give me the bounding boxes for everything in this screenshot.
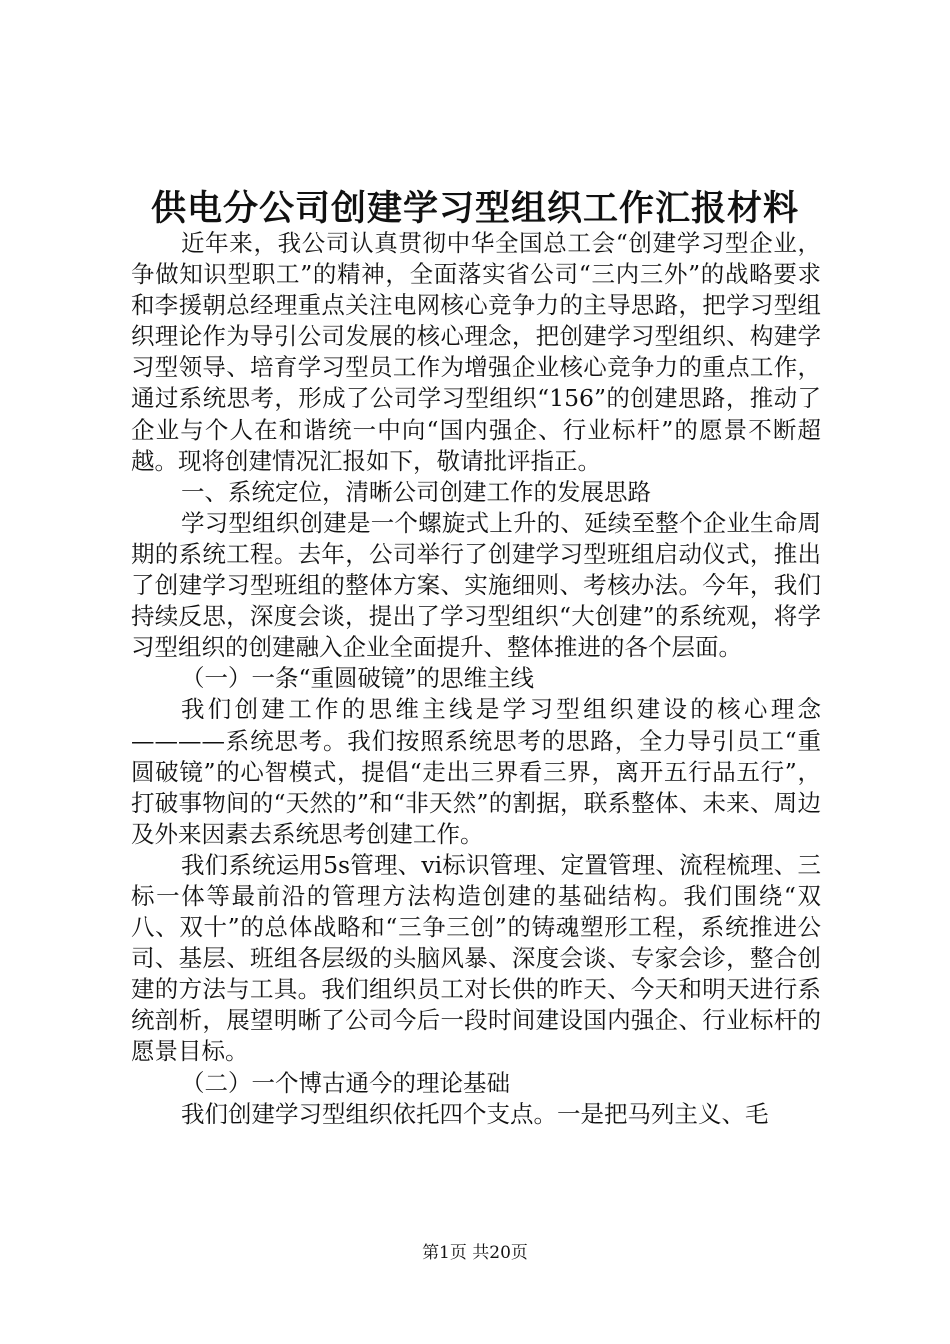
paragraph-subsection-1a: 我们创建工作的思维主线是学习型组织建设的核心理念————系统思考。我们按照系统思考的思路，全力导引员工“重圆破镜”的心智模式，提倡“走出三界看三界，离开五行品五行”，打破事物间的“天然的”和“非天然”的割据，联系整体、未来、周边及外来因素去系统思考创建工作。: [131, 695, 821, 848]
paragraph-subsection-1b: 我们系统运用5s管理、vi标识管理、定置管理、流程梳理、三标一体等最前沿的管理方法构造创建的基础结构。我们围绕“双八、双十”的总体战略和“三争三创”的铸魂塑形工程，系统推进公司、基层、班组各层级的头脑风暴、深度会谈、专家会诊，整合创建的方法与工具。我们组织员工对长供的昨天、今天和明天进行系统剖析，展望明晰了公司今后一段时间建设国内强企、行业标杆的愿景目标。: [131, 850, 821, 1066]
subsection-heading-2: （二）一个博古通今的理论基础: [181, 1068, 510, 1097]
paragraph-section-1: 学习型组织创建是一个螺旋式上升的、延续至整个企业生命周期的系统工程。去年，公司举行了创建学习型班组启动仪式，推出了创建学习型班组的整体方案、实施细则、考核办法。今年，我们持续反思，深度会谈，提出了学习型组织“大创建”的系统观，将学习型组织的创建融入企业全面提升、整体推进的各个层面。: [131, 508, 821, 662]
paragraph-subsection-2: 我们创建学习型组织依托四个支点。一是把马列主义、毛: [181, 1099, 769, 1128]
document-body: [131, 228, 821, 1130]
paragraph-intro: 近年来，我公司认真贯彻中华全国总工会“创建学习型企业，争做知识型职工”的精神，全面落实省公司“三内三外”的战略要求和李援朝总经理重点关注电网核心竞争力的主导思路，把学习型组织理论作为导引公司发展的核心理念，把创建学习型组织、构建学习型领导、培育学习型员工作为增强企业核心竞争力的重点工作，通过系统思考，形成了公司学习型组织“156”的创建思路，推动了企业与个人在和谐统一中向“国内强企、行业标杆”的愿景不断超越。现将创建情况汇报如下，敬请批评指正。: [131, 229, 821, 475]
document-title: 供电分公司创建学习型组织工作汇报材料: [150, 188, 799, 229]
subsection-heading-1: （一）一条“重圆破镜”的思维主线: [181, 664, 535, 693]
section-heading-1: 一、系统定位，清晰公司创建工作的发展思路: [181, 477, 651, 506]
page-number-footer: 第1页 共20页: [422, 1243, 528, 1263]
